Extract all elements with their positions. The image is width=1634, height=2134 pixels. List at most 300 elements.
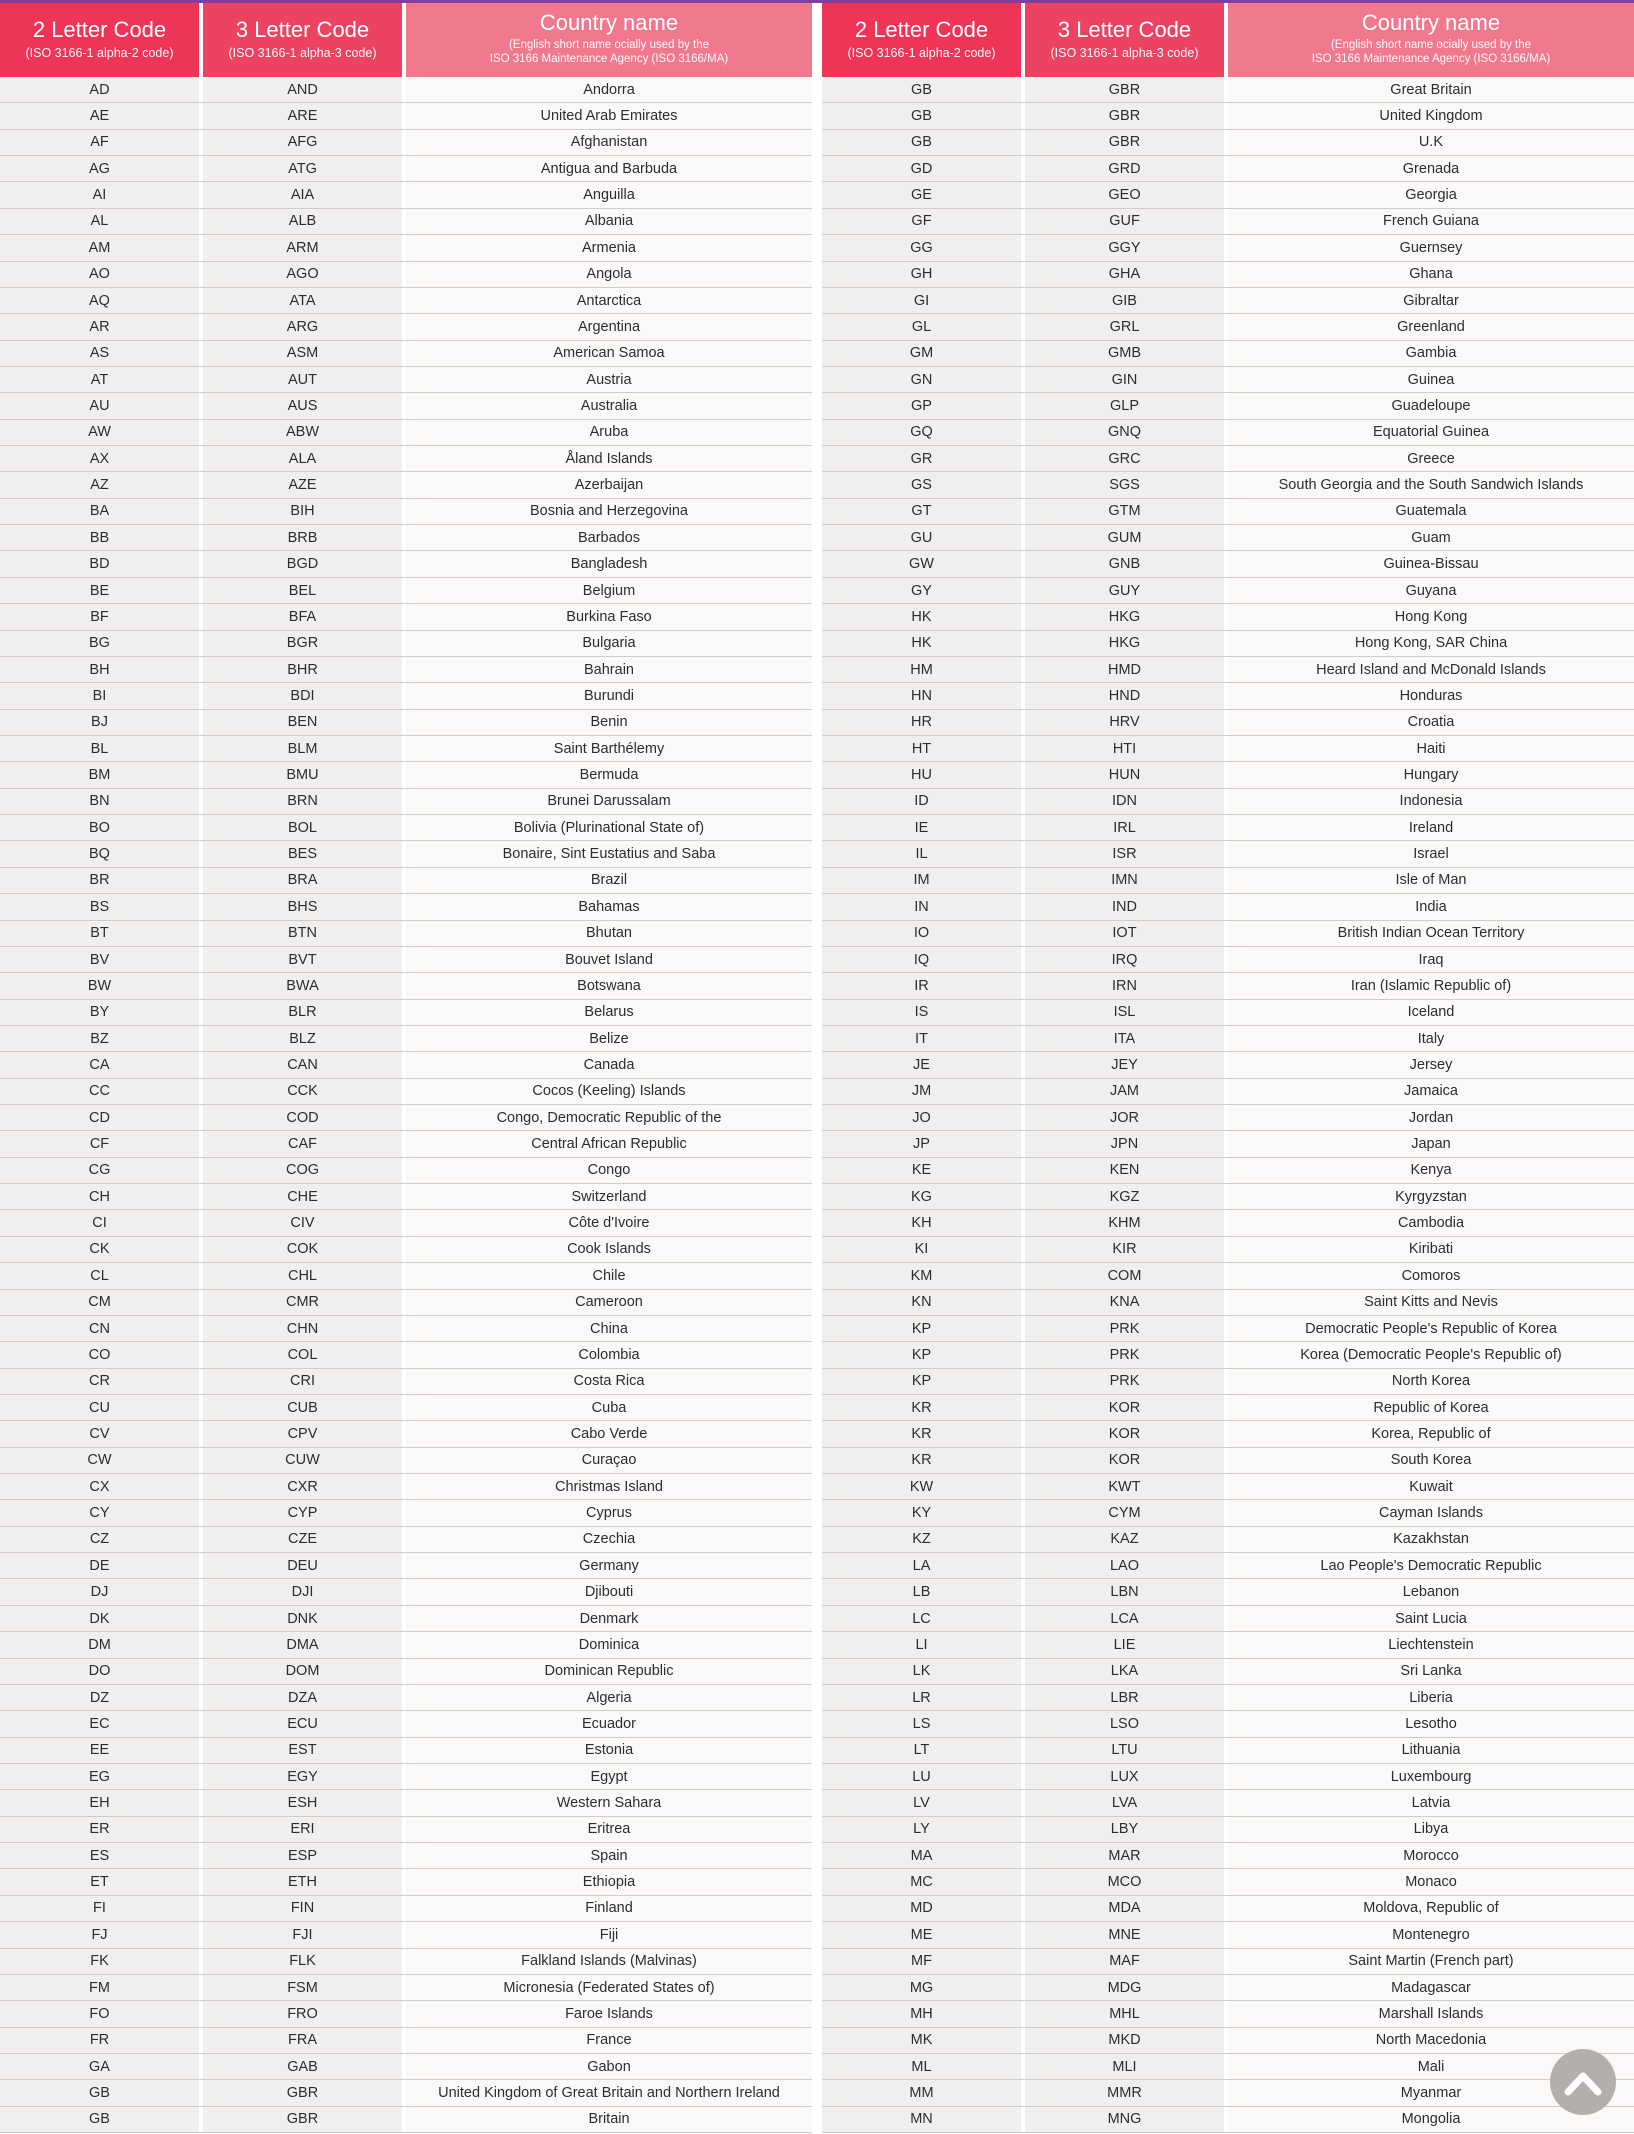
table-row (822, 1263, 1634, 1289)
table-row (822, 314, 1634, 340)
country-name-cell: Falkland Islands (Malvinas) (406, 1949, 812, 1974)
alpha2-code-cell: KP (822, 1316, 1021, 1341)
alpha2-code-cell: LY (822, 1817, 1021, 1842)
alpha2-code-cell: MG (822, 1975, 1021, 2000)
country-name-cell: Chile (406, 1263, 812, 1288)
alpha3-code-cell: AND (203, 77, 402, 102)
alpha3-code-cell: ABW (203, 420, 402, 445)
country-name-cell: Fiji (406, 1922, 812, 1947)
header-title: 2 Letter Code (854, 16, 989, 42)
table-header (0, 0, 812, 77)
table-row (0, 657, 812, 683)
country-name-cell: Georgia (1228, 182, 1634, 207)
country-name-cell: Guatemala (1228, 499, 1634, 524)
country-name-cell: Hong Kong, SAR China (1228, 631, 1634, 656)
alpha3-code-cell: GNB (1025, 551, 1224, 576)
country-name-cell: Jordan (1228, 1105, 1634, 1130)
country-name-cell: United Kingdom (1228, 103, 1634, 128)
alpha3-code-cell: GTM (1025, 499, 1224, 524)
table-row (0, 209, 812, 235)
alpha3-code-cell: COL (203, 1342, 402, 1367)
alpha2-code-cell: AI (0, 182, 199, 207)
country-name-cell: Bahamas (406, 894, 812, 919)
alpha3-code-cell: AZE (203, 472, 402, 497)
country-name-cell: Bahrain (406, 657, 812, 682)
table-row (0, 1263, 812, 1289)
alpha3-code-cell: GUM (1025, 525, 1224, 550)
alpha3-code-cell: LVA (1025, 1790, 1224, 1815)
alpha2-code-cell: IQ (822, 947, 1021, 972)
table-row (0, 1632, 812, 1658)
header-2-letter-code (822, 0, 1021, 77)
alpha3-code-cell: BIH (203, 499, 402, 524)
alpha3-code-cell: LBY (1025, 1817, 1224, 1842)
alpha2-code-cell: CX (0, 1474, 199, 1499)
country-name-cell: Honduras (1228, 683, 1634, 708)
table-row (822, 103, 1634, 129)
alpha2-code-cell: BG (0, 631, 199, 656)
alpha2-code-cell: GB (822, 77, 1021, 102)
alpha3-code-cell: LTU (1025, 1738, 1224, 1763)
alpha3-code-cell: CUB (203, 1395, 402, 1420)
alpha3-code-cell: CUW (203, 1448, 402, 1473)
country-name-cell: Christmas Island (406, 1474, 812, 1499)
table-row (822, 868, 1634, 894)
alpha3-code-cell: LIE (1025, 1632, 1224, 1657)
alpha3-code-cell: ARM (203, 235, 402, 260)
alpha2-code-cell: BT (0, 921, 199, 946)
alpha3-code-cell: MAF (1025, 1949, 1224, 1974)
alpha2-code-cell: MC (822, 1869, 1021, 1894)
table-row (822, 1659, 1634, 1685)
table-row (0, 1184, 812, 1210)
alpha2-code-cell: CG (0, 1158, 199, 1183)
country-name-cell: Jamaica (1228, 1079, 1634, 1104)
alpha3-code-cell: CHN (203, 1316, 402, 1341)
country-name-cell: Anguilla (406, 182, 812, 207)
country-name-cell: U.K (1228, 130, 1634, 155)
alpha2-code-cell: LB (822, 1579, 1021, 1604)
country-name-cell: Central African Republic (406, 1131, 812, 1156)
alpha3-code-cell: BWA (203, 973, 402, 998)
country-name-cell: Haiti (1228, 736, 1634, 761)
alpha3-code-cell: BHR (203, 657, 402, 682)
table-row (0, 1026, 812, 1052)
alpha3-code-cell: JEY (1025, 1052, 1224, 1077)
alpha3-code-cell: KAZ (1025, 1527, 1224, 1552)
alpha2-code-cell: DZ (0, 1685, 199, 1710)
table-row (822, 1527, 1634, 1553)
country-name-cell: Estonia (406, 1738, 812, 1763)
alpha2-code-cell: IM (822, 868, 1021, 893)
alpha2-code-cell: AW (0, 420, 199, 445)
table-row (822, 815, 1634, 841)
alpha2-code-cell: KR (822, 1448, 1021, 1473)
alpha3-code-cell: EST (203, 1738, 402, 1763)
country-name-cell: Guadeloupe (1228, 393, 1634, 418)
alpha2-code-cell: LU (822, 1764, 1021, 1789)
table-row (822, 2001, 1634, 2027)
alpha3-code-cell: CYP (203, 1500, 402, 1525)
country-name-cell: Brunei Darussalam (406, 789, 812, 814)
country-name-cell: Kazakhstan (1228, 1527, 1634, 1552)
country-name-cell: Luxembourg (1228, 1764, 1634, 1789)
alpha3-code-cell: KOR (1025, 1395, 1224, 1420)
table-row (0, 1000, 812, 1026)
country-name-cell: Britain (406, 2107, 812, 2132)
alpha3-code-cell: DMA (203, 1632, 402, 1657)
table-row (822, 235, 1634, 261)
table-row (822, 1026, 1634, 1052)
country-name-cell: Korea (Democratic People's Republic of) (1228, 1342, 1634, 1367)
table-row (822, 393, 1634, 419)
country-name-cell: Costa Rica (406, 1369, 812, 1394)
alpha2-code-cell: IT (822, 1026, 1021, 1051)
table-row (0, 1290, 812, 1316)
alpha3-code-cell: ERI (203, 1817, 402, 1842)
alpha3-code-cell: ITA (1025, 1026, 1224, 1051)
alpha2-code-cell: KI (822, 1237, 1021, 1262)
alpha2-code-cell: AD (0, 77, 199, 102)
country-name-cell: Monaco (1228, 1869, 1634, 1894)
country-name-cell: Bermuda (406, 762, 812, 787)
table-row (0, 393, 812, 419)
country-name-cell: Micronesia (Federated States of) (406, 1975, 812, 2000)
alpha2-code-cell: AR (0, 314, 199, 339)
alpha3-code-cell: LBN (1025, 1579, 1224, 1604)
table-row (822, 130, 1634, 156)
alpha2-code-cell: BH (0, 657, 199, 682)
alpha2-code-cell: HK (822, 631, 1021, 656)
alpha3-code-cell: BGR (203, 631, 402, 656)
country-name-cell: Cook Islands (406, 1237, 812, 1262)
table-row (0, 2054, 812, 2080)
alpha2-code-cell: BF (0, 604, 199, 629)
country-name-cell: Latvia (1228, 1790, 1634, 1815)
country-name-cell: Italy (1228, 1026, 1634, 1051)
alpha2-code-cell: CD (0, 1105, 199, 1130)
table-row (0, 683, 812, 709)
alpha2-code-cell: FJ (0, 1922, 199, 1947)
alpha2-code-cell: GS (822, 472, 1021, 497)
country-name-cell: Mongolia (1228, 2107, 1634, 2132)
alpha3-code-cell: GAB (203, 2054, 402, 2079)
country-name-cell: Canada (406, 1052, 812, 1077)
chevron-up-icon (1561, 2067, 1605, 2097)
country-name-cell: Lebanon (1228, 1579, 1634, 1604)
alpha2-code-cell: MD (822, 1896, 1021, 1921)
alpha2-code-cell: BM (0, 762, 199, 787)
country-name-cell: Switzerland (406, 1184, 812, 1209)
country-name-cell: Greenland (1228, 314, 1634, 339)
table-row (0, 1606, 812, 1632)
country-name-cell: Belize (406, 1026, 812, 1051)
country-name-cell: Curaçao (406, 1448, 812, 1473)
table-row (0, 1843, 812, 1869)
country-name-cell: Ghana (1228, 262, 1634, 287)
country-name-cell: Antarctica (406, 288, 812, 313)
table-row (0, 973, 812, 999)
country-name-cell: Guinea-Bissau (1228, 551, 1634, 576)
alpha2-code-cell: BD (0, 551, 199, 576)
country-name-cell: Iraq (1228, 947, 1634, 972)
table-row (0, 446, 812, 472)
alpha2-code-cell: AQ (0, 288, 199, 313)
alpha2-code-cell: GR (822, 446, 1021, 471)
alpha3-code-cell: BGD (203, 551, 402, 576)
table-row (822, 2028, 1634, 2054)
table-row (822, 841, 1634, 867)
alpha2-code-cell: KR (822, 1421, 1021, 1446)
country-name-cell: Åland Islands (406, 446, 812, 471)
table-row (0, 631, 812, 657)
alpha2-code-cell: AL (0, 209, 199, 234)
alpha3-code-cell: BTN (203, 921, 402, 946)
alpha3-code-cell: LBR (1025, 1685, 1224, 1710)
alpha3-code-cell: GMB (1025, 341, 1224, 366)
alpha2-code-cell: CI (0, 1210, 199, 1235)
alpha3-code-cell: DEU (203, 1553, 402, 1578)
alpha2-code-cell: GB (822, 103, 1021, 128)
alpha2-code-cell: LV (822, 1790, 1021, 1815)
alpha2-code-cell: BW (0, 973, 199, 998)
header-subtitle-line2: ISO 3166 Maintenance Agency (ISO 3166/MA) (1311, 52, 1551, 65)
alpha3-code-cell: CMR (203, 1290, 402, 1315)
table-row (0, 1738, 812, 1764)
alpha3-code-cell: GEO (1025, 182, 1224, 207)
table-row (822, 182, 1634, 208)
alpha3-code-cell: HMD (1025, 657, 1224, 682)
country-name-cell: Kenya (1228, 1158, 1634, 1183)
table-row (822, 1579, 1634, 1605)
table-row (0, 1158, 812, 1184)
alpha2-code-cell: KZ (822, 1527, 1021, 1552)
table-row (822, 762, 1634, 788)
alpha3-code-cell: BFA (203, 604, 402, 629)
table-row (822, 1869, 1634, 1895)
country-name-cell: South Korea (1228, 1448, 1634, 1473)
alpha3-code-cell: BRN (203, 789, 402, 814)
country-name-cell: Saint Lucia (1228, 1606, 1634, 1631)
country-name-cell: Gabon (406, 2054, 812, 2079)
alpha3-code-cell: BMU (203, 762, 402, 787)
alpha2-code-cell: IN (822, 894, 1021, 919)
table-row (0, 1105, 812, 1131)
alpha3-code-cell: LKA (1025, 1659, 1224, 1684)
table-row (822, 551, 1634, 577)
country-name-cell: United Arab Emirates (406, 103, 812, 128)
country-name-cell: Congo (406, 1158, 812, 1183)
table-row (0, 1500, 812, 1526)
table-row (822, 578, 1634, 604)
alpha2-code-cell: BR (0, 868, 199, 893)
country-name-cell: Gibraltar (1228, 288, 1634, 313)
alpha2-code-cell: GN (822, 367, 1021, 392)
alpha2-code-cell: LT (822, 1738, 1021, 1763)
alpha2-code-cell: DO (0, 1659, 199, 1684)
country-name-cell: Isle of Man (1228, 868, 1634, 893)
table-row (0, 578, 812, 604)
country-name-cell: Ireland (1228, 815, 1634, 840)
table-row (822, 525, 1634, 551)
country-name-cell: South Georgia and the South Sandwich Islands (1228, 472, 1634, 497)
table-row (822, 1316, 1634, 1342)
table-row (0, 341, 812, 367)
table-row (822, 1817, 1634, 1843)
alpha2-code-cell: JO (822, 1105, 1021, 1130)
alpha2-code-cell: AS (0, 341, 199, 366)
alpha2-code-cell: IR (822, 973, 1021, 998)
alpha2-code-cell: EG (0, 1764, 199, 1789)
alpha3-code-cell: HUN (1025, 762, 1224, 787)
country-name-cell: Guernsey (1228, 235, 1634, 260)
table-row (0, 1210, 812, 1236)
country-name-cell: Benin (406, 710, 812, 735)
alpha2-code-cell: BZ (0, 1026, 199, 1051)
country-name-cell: Aruba (406, 420, 812, 445)
table-row (822, 604, 1634, 630)
table-row (0, 1527, 812, 1553)
country-name-cell: Cayman Islands (1228, 1500, 1634, 1525)
header-subtitle-line2: ISO 3166 Maintenance Agency (ISO 3166/MA) (489, 52, 729, 65)
table-row (822, 1000, 1634, 1026)
alpha3-code-cell: BLM (203, 736, 402, 761)
header-subtitle-line1: (English short name ocially used by the (508, 38, 710, 51)
table-row (0, 1553, 812, 1579)
country-name-cell: Myanmar (1228, 2080, 1634, 2105)
alpha3-code-cell: KOR (1025, 1448, 1224, 1473)
alpha2-code-cell: IO (822, 921, 1021, 946)
alpha2-code-cell: EE (0, 1738, 199, 1763)
alpha3-code-cell: HKG (1025, 604, 1224, 629)
table-row (822, 894, 1634, 920)
table-row (0, 1342, 812, 1368)
table-row (0, 1869, 812, 1895)
alpha3-code-cell: PRK (1025, 1342, 1224, 1367)
table-row (822, 710, 1634, 736)
alpha3-code-cell: LAO (1025, 1553, 1224, 1578)
alpha3-code-cell: BRB (203, 525, 402, 550)
alpha3-code-cell: ALB (203, 209, 402, 234)
table-row (0, 1659, 812, 1685)
table-row (822, 499, 1634, 525)
table-row (822, 1738, 1634, 1764)
country-name-cell: Finland (406, 1896, 812, 1921)
alpha2-code-cell: DE (0, 1553, 199, 1578)
alpha3-code-cell: GBR (1025, 130, 1224, 155)
country-name-cell: Algeria (406, 1685, 812, 1710)
country-name-cell: Spain (406, 1843, 812, 1868)
table-row (0, 2028, 812, 2054)
alpha2-code-cell: AF (0, 130, 199, 155)
country-name-cell: Côte d'Ivoire (406, 1210, 812, 1235)
table-row (822, 683, 1634, 709)
table-body-right (822, 77, 1634, 2133)
table-row (822, 341, 1634, 367)
alpha3-code-cell: SGS (1025, 472, 1224, 497)
alpha3-code-cell: FIN (203, 1896, 402, 1921)
alpha3-code-cell: CCK (203, 1079, 402, 1104)
alpha3-code-cell: COD (203, 1105, 402, 1130)
alpha2-code-cell: GL (822, 314, 1021, 339)
alpha2-code-cell: KY (822, 1500, 1021, 1525)
alpha2-code-cell: GE (822, 182, 1021, 207)
alpha3-code-cell: LUX (1025, 1764, 1224, 1789)
alpha3-code-cell: JAM (1025, 1079, 1224, 1104)
alpha3-code-cell: GRD (1025, 156, 1224, 181)
country-name-cell: Indonesia (1228, 789, 1634, 814)
alpha2-code-cell: HN (822, 683, 1021, 708)
alpha2-code-cell: CO (0, 1342, 199, 1367)
country-name-cell: Belgium (406, 578, 812, 603)
alpha2-code-cell: AT (0, 367, 199, 392)
table-row (0, 551, 812, 577)
country-name-cell: Korea, Republic of (1228, 1421, 1634, 1446)
country-name-cell: Argentina (406, 314, 812, 339)
alpha3-code-cell: BRA (203, 868, 402, 893)
table-header (822, 0, 1634, 77)
table-row (0, 1079, 812, 1105)
alpha2-code-cell: CF (0, 1131, 199, 1156)
alpha2-code-cell: KM (822, 1263, 1021, 1288)
country-name-cell: Jersey (1228, 1052, 1634, 1077)
alpha2-code-cell: GB (822, 130, 1021, 155)
country-name-cell: Bolivia (Plurinational State of) (406, 815, 812, 840)
header-3-letter-code (203, 0, 402, 77)
table-row (0, 921, 812, 947)
country-name-cell: Cocos (Keeling) Islands (406, 1079, 812, 1104)
header-title: 3 Letter Code (1057, 16, 1192, 42)
alpha2-code-cell: CK (0, 1237, 199, 1262)
country-name-cell: Bhutan (406, 921, 812, 946)
alpha3-code-cell: ALA (203, 446, 402, 471)
table-row (822, 789, 1634, 815)
alpha2-code-cell: CL (0, 1263, 199, 1288)
alpha2-code-cell: EC (0, 1711, 199, 1736)
alpha2-code-cell: CN (0, 1316, 199, 1341)
table-row (0, 2107, 812, 2133)
alpha3-code-cell: GUY (1025, 578, 1224, 603)
table-row (822, 1184, 1634, 1210)
alpha2-code-cell: BJ (0, 710, 199, 735)
alpha3-code-cell: GUF (1025, 209, 1224, 234)
alpha2-code-cell: GI (822, 288, 1021, 313)
alpha2-code-cell: HM (822, 657, 1021, 682)
country-name-cell: North Korea (1228, 1369, 1634, 1394)
alpha2-code-cell: AU (0, 393, 199, 418)
country-name-cell: Libya (1228, 1817, 1634, 1842)
country-name-cell: Lao People's Democratic Republic (1228, 1553, 1634, 1578)
alpha3-code-cell: GIN (1025, 367, 1224, 392)
country-name-cell: Greece (1228, 446, 1634, 471)
table-row (0, 499, 812, 525)
alpha2-code-cell: KE (822, 1158, 1021, 1183)
alpha2-code-cell: LA (822, 1553, 1021, 1578)
table-row (822, 446, 1634, 472)
alpha2-code-cell: CH (0, 1184, 199, 1209)
scroll-to-top-button[interactable] (1550, 2049, 1616, 2115)
alpha3-code-cell: BVT (203, 947, 402, 972)
alpha3-code-cell: GRL (1025, 314, 1224, 339)
country-name-cell: Madagascar (1228, 1975, 1634, 2000)
table-row (822, 1922, 1634, 1948)
country-name-cell: Heard Island and McDonald Islands (1228, 657, 1634, 682)
table-row (822, 1843, 1634, 1869)
country-name-cell: Hungary (1228, 762, 1634, 787)
alpha3-code-cell: MMR (1025, 2080, 1224, 2105)
alpha2-code-cell: AO (0, 262, 199, 287)
table-row (822, 1553, 1634, 1579)
